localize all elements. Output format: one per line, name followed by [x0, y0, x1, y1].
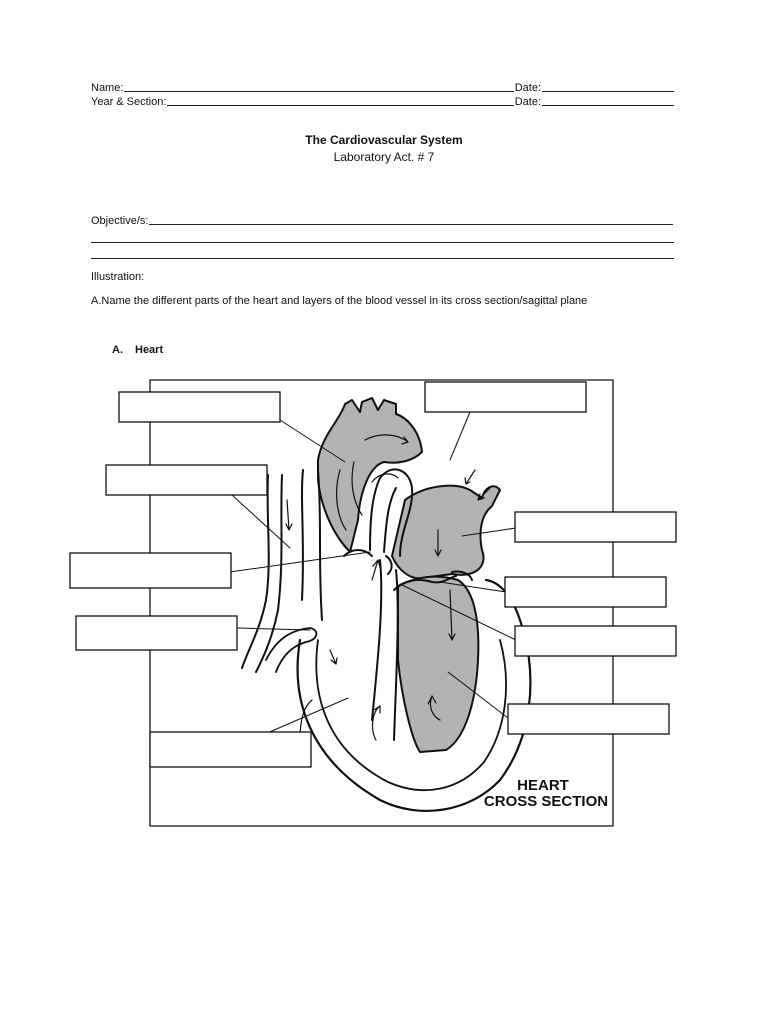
label-box-10[interactable] [150, 732, 311, 767]
right-atrium-wall [266, 628, 316, 672]
tricuspid-valve [344, 550, 392, 574]
label-box-4[interactable] [515, 512, 676, 542]
name-label: Name: [91, 82, 124, 94]
illustration-label: Illustration: [91, 271, 145, 283]
septum [372, 560, 398, 740]
year-section-label: Year & Section: [91, 96, 167, 108]
page-subtitle: Laboratory Act. # 7 [333, 150, 435, 164]
section-letter: A. [112, 344, 123, 356]
page-title: The Cardiovascular System [305, 133, 463, 147]
label-box-1[interactable] [119, 392, 280, 422]
label-box-7[interactable] [76, 616, 237, 650]
label-box-5[interactable] [70, 553, 231, 588]
heart-caption-line1: HEART [517, 777, 569, 794]
superior-vena-cava [302, 470, 322, 620]
label-box-2[interactable] [425, 382, 586, 412]
left-atrium [392, 486, 500, 579]
label-box-8[interactable] [515, 626, 676, 656]
inferior-vena-cava [242, 475, 282, 672]
label-box-9[interactable] [508, 704, 669, 734]
heart-caption-line2: CROSS SECTION [483, 793, 609, 810]
instruction-text: A.Name the different parts of the heart and layers of the blood vessel in its cross section/sagittal plane [91, 295, 588, 307]
date2-label: Date: [514, 96, 541, 108]
label-box-3[interactable] [106, 465, 267, 495]
objective-label: Objective/s: [91, 215, 149, 227]
label-box-6[interactable] [505, 577, 666, 607]
section-name: Heart [135, 344, 164, 356]
date-label: Date: [514, 82, 541, 94]
